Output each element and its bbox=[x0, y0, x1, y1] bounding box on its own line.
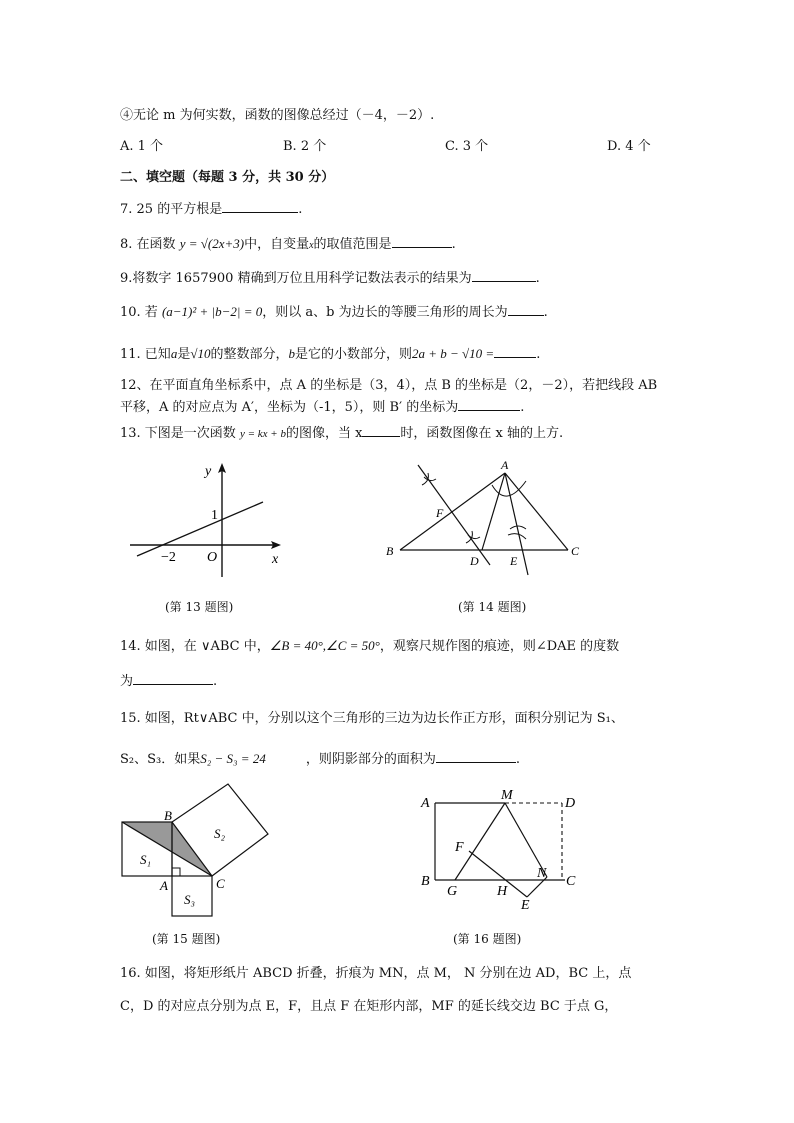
q10-pre: 10. 若 bbox=[120, 305, 158, 320]
question-14 bbox=[120, 635, 619, 654]
q11-a: a bbox=[170, 346, 178, 361]
q12-end: . bbox=[520, 400, 525, 415]
fig15-caption: (第 15 题图) bbox=[152, 932, 221, 946]
q11-expr: 2a + b − √10 = bbox=[412, 346, 495, 361]
q13-post: 时，函数图像在 x 轴的上方. bbox=[400, 426, 564, 441]
q6-option-a: A. 1 个 bbox=[120, 139, 164, 154]
segment-ac bbox=[505, 473, 568, 550]
question-14-line-2 bbox=[120, 670, 217, 689]
figure-15 bbox=[118, 782, 278, 922]
q11-sqrt10: √10 bbox=[190, 346, 211, 361]
fig15-label-c: C bbox=[216, 876, 225, 891]
fig16-label-g: G bbox=[447, 884, 458, 899]
q15-line-2b: ，则阴影部分的面积为 bbox=[305, 752, 436, 767]
fig16-label-b: B bbox=[421, 874, 430, 889]
q8-answer-blank[interactable] bbox=[392, 235, 452, 248]
q15-line-2a: S₂、S₃．如果 bbox=[120, 752, 201, 767]
fig16-label-d: D bbox=[565, 796, 576, 811]
q13-formula: y = kx + b bbox=[239, 428, 286, 440]
fig13-origin-label: O bbox=[207, 550, 218, 565]
fig14-label-f: F bbox=[436, 506, 444, 520]
q7-text: 7. 25 的平方根是 bbox=[120, 202, 223, 217]
q6-item-4: ④无论 m 为何实数，函数的图像总经过（－4，－2）. bbox=[120, 108, 435, 123]
q12-line-2: 平移，A 的对应点为 A′，坐标为（-1，5），则 B′ 的坐标为 bbox=[120, 400, 459, 415]
question-9 bbox=[120, 267, 540, 286]
right-angle-mark bbox=[172, 868, 180, 876]
q14-answer-blank[interactable] bbox=[133, 672, 213, 685]
fig15-label-b: B bbox=[164, 808, 172, 823]
q15-answer-blank[interactable] bbox=[436, 750, 516, 763]
fig14-label-b: B bbox=[386, 544, 394, 558]
q8-pre: 8. 在函数 bbox=[120, 237, 176, 252]
arc-mark-3 bbox=[468, 535, 480, 539]
q11-mid1: 是 bbox=[177, 347, 191, 362]
fig15-label-a: A bbox=[160, 878, 168, 893]
q13-mid: 的图像，当 x bbox=[285, 426, 363, 441]
fig16-caption: (第 16 题图) bbox=[453, 932, 522, 946]
q12-answer-blank[interactable] bbox=[458, 398, 520, 411]
question-15-line-2 bbox=[120, 748, 520, 767]
q13-answer-blank[interactable] bbox=[362, 424, 400, 437]
q15-formula: S₂ − S₃ = 24 bbox=[200, 751, 266, 766]
q8-var: x bbox=[309, 240, 314, 251]
q8-post: 的取值范围是 bbox=[313, 237, 392, 252]
q8-formula: y = √(2x+3) bbox=[179, 236, 245, 251]
figure-14 bbox=[380, 455, 600, 585]
q14-end: . bbox=[213, 674, 218, 689]
fig16-label-c: C bbox=[566, 874, 576, 889]
fig13-minus-two-label: −2 bbox=[161, 550, 176, 565]
q10-post: ，则以 a、b 为边长的等腰三角形的周长为 bbox=[262, 305, 508, 320]
q7-end: . bbox=[298, 202, 303, 217]
fig14-caption: (第 14 题图) bbox=[458, 600, 527, 614]
fig16-label-h: H bbox=[497, 884, 508, 899]
q11-b: b bbox=[288, 346, 295, 361]
function-line bbox=[137, 502, 263, 556]
arc-mark-1 bbox=[424, 477, 436, 481]
fig13-one-label: 1 bbox=[211, 508, 218, 523]
q11-mid3: 是它的小数部分，则 bbox=[294, 347, 412, 362]
fig13-y-label: y bbox=[205, 464, 212, 479]
fig14-label-e: E bbox=[510, 554, 518, 568]
segment-ab bbox=[400, 473, 505, 550]
q6-option-d: D. 4 个 bbox=[607, 139, 651, 154]
q14-line-2: 为 bbox=[120, 674, 134, 689]
q11-pre: 11. 已知 bbox=[120, 347, 171, 362]
q7-answer-blank[interactable] bbox=[222, 200, 298, 213]
q8-end: . bbox=[451, 237, 456, 252]
section-title: 二、填空题（每题 3 分，共 30 分） bbox=[120, 170, 335, 185]
q14-post: ，观察尺规作图的痕迹，则∠DAE 的度数 bbox=[379, 639, 620, 654]
question-10 bbox=[120, 301, 548, 320]
q11-answer-blank[interactable] bbox=[494, 345, 536, 358]
fig16-label-a: A bbox=[421, 796, 430, 811]
q11-mid2: 的整数部分， bbox=[210, 347, 289, 362]
fig15-label-s2: S₂ bbox=[214, 826, 226, 841]
q13-pre: 13. 下图是一次函数 bbox=[120, 426, 236, 441]
q9-answer-blank[interactable] bbox=[472, 269, 536, 282]
q16-line-1: 16. 如图，将矩形纸片 ABCD 折叠，折痕为 MN，点 M， N 分别在边 AD，BC 上，点 bbox=[120, 966, 632, 981]
q11-end: . bbox=[536, 347, 541, 362]
q12-line-1: 12、在平面直角坐标系中，点 A 的坐标是（3，4），点 B 的坐标是（2，－2），若把线段 AB bbox=[120, 378, 658, 393]
question-8 bbox=[120, 233, 456, 252]
question-7 bbox=[120, 198, 302, 217]
fig13-caption: (第 13 题图) bbox=[165, 600, 234, 614]
q14-pre: 14. 如图，在 ∨ABC 中， bbox=[120, 639, 270, 654]
q16-line-2: C，D 的对应点分别为点 E，F，且点 F 在矩形内部，MF 的延长线交边 BC 于点 G， bbox=[120, 999, 618, 1014]
fig16-label-m: M bbox=[501, 788, 513, 803]
q6-option-c: C. 3 个 bbox=[445, 139, 489, 154]
q14-angles: ∠B = 40°,∠C = 50° bbox=[269, 638, 380, 653]
fig15-label-s1: S₁ bbox=[140, 852, 152, 867]
q10-formula: (a−1)² + |b−2| = 0 bbox=[161, 304, 263, 319]
fig13-x-label: x bbox=[272, 552, 279, 567]
q9-text: 9.将数字 1657900 精确到万位且用科学记数法表示的结果为 bbox=[120, 271, 472, 286]
q10-answer-blank[interactable] bbox=[508, 303, 544, 316]
q15-end: . bbox=[515, 752, 520, 767]
q6-option-b: B. 2 个 bbox=[283, 139, 327, 154]
figure-16 bbox=[415, 785, 590, 915]
q8-mid: 中，自变量 bbox=[244, 237, 310, 252]
fig16-label-f: F bbox=[455, 840, 464, 855]
fig15-label-s3: S₃ bbox=[184, 892, 196, 907]
fig16-label-n: N bbox=[537, 866, 547, 881]
question-12-line-2 bbox=[120, 396, 524, 415]
fig16-label-e: E bbox=[521, 898, 530, 913]
fig14-label-c: C bbox=[571, 544, 580, 558]
arc-mark-6 bbox=[508, 534, 526, 539]
q10-end: . bbox=[543, 305, 548, 320]
segment-ad bbox=[482, 473, 505, 550]
figure-13 bbox=[125, 455, 295, 585]
q9-end: . bbox=[535, 271, 540, 286]
question-13 bbox=[120, 422, 563, 441]
fig14-label-d: D bbox=[470, 554, 479, 568]
q15-line-1: 15. 如图，Rt∨ABC 中，分别以这个三角形的三边为边长作正方形，面积分别记为 S₁、 bbox=[120, 711, 624, 726]
fig14-label-a: A bbox=[501, 458, 509, 472]
question-11 bbox=[120, 343, 540, 362]
